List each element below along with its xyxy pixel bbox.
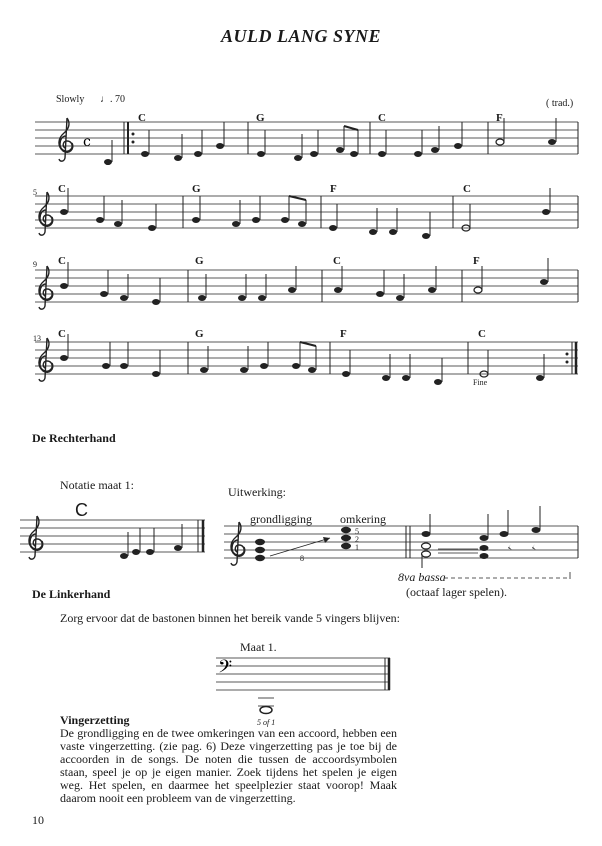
measure-number: 5 <box>33 188 37 197</box>
chord-label: G <box>256 112 265 124</box>
chord-label: G <box>195 255 204 267</box>
chord-label: C <box>378 112 386 124</box>
elaboration-label: Uitwerking: <box>228 485 286 499</box>
chord-label: C <box>478 328 486 340</box>
treble-clef <box>59 118 73 161</box>
inversion-label: omkering <box>340 512 386 526</box>
notes-notation <box>120 524 182 559</box>
chord-label: F <box>340 328 347 340</box>
ottava-note: (octaaf lager spelen). <box>406 585 507 599</box>
chord-label: F <box>496 112 503 124</box>
notation-chord: C <box>75 500 88 520</box>
notes-elaboration <box>422 506 541 568</box>
finger-label: 8 <box>300 554 304 563</box>
ottava-label: 8va bassa <box>398 570 446 584</box>
chord-label: C <box>58 328 66 340</box>
right-hand-heading: De Rechterhand <box>32 431 116 445</box>
chord-label: F <box>330 183 337 195</box>
chord-label: C <box>463 183 471 195</box>
credit: ( trad.) <box>546 98 574 109</box>
chord-root-position <box>255 539 265 561</box>
treble-clef <box>39 338 53 381</box>
treble-clef <box>39 192 53 235</box>
chord-label: G <box>192 183 201 195</box>
treble-clef <box>39 266 53 309</box>
chord-label: F <box>473 255 480 267</box>
tempo-value: ♩. 70 <box>100 94 125 105</box>
staff-bass <box>216 658 390 690</box>
staff-system-3 <box>35 270 578 302</box>
finger-stack: 5 2 1 <box>355 527 359 552</box>
chord-label: C <box>58 183 66 195</box>
treble-clef <box>29 516 43 559</box>
notation-label: Notatie maat 1: <box>60 478 134 492</box>
bass-finger-label: 5 of 1 <box>257 718 276 727</box>
bass-measure-label: Maat 1. <box>240 640 277 654</box>
notes-system-3 <box>60 258 548 305</box>
treble-clef <box>231 522 245 565</box>
bass-note <box>260 707 272 714</box>
tempo-word: Slowly <box>56 94 85 105</box>
page-number: 10 <box>32 813 44 827</box>
chord-label: C <box>138 112 146 124</box>
bass-clef: 𝄢 <box>218 657 233 682</box>
fingering-heading: Vingerzetting <box>60 713 130 727</box>
song-title: AULD LANG SYNE <box>220 26 381 46</box>
measure-number: 13 <box>33 334 41 343</box>
time-signature-c: c <box>83 134 91 150</box>
measure-number: 9 <box>33 260 37 269</box>
root-label: grondligging <box>250 512 312 526</box>
staff-elaboration <box>224 526 578 558</box>
left-hand-text: Zorg ervoor dat de bastonen binnen het bereik vande 5 vingers blijven: <box>60 611 401 625</box>
staff-system-1 <box>35 122 578 154</box>
chord-label: C <box>58 255 66 267</box>
chord-label: C <box>333 255 341 267</box>
left-hand-heading: De Linkerhand <box>32 587 111 601</box>
chord-label: G <box>195 328 204 340</box>
fine-marker: Fine <box>473 378 488 387</box>
chord-inversion <box>341 527 351 549</box>
fingering-paragraph: De grondligging en de twee omkeringen van een accoord, hebben een vaste vingerzetting. (zie pag. 6) Deze vingerzetting pas je toe bij de accoorden in de songs. De noten die tussen de accoordsymbolen staan, speel je op je eigen manier. Zoek tijdens het spelen je eigen weg. Het spelen, en daarmee het speelplezier staat voorop! Maak daarom nooit een probleem van de vingerzetting. <box>60 726 397 805</box>
staff-system-4 <box>35 342 578 374</box>
